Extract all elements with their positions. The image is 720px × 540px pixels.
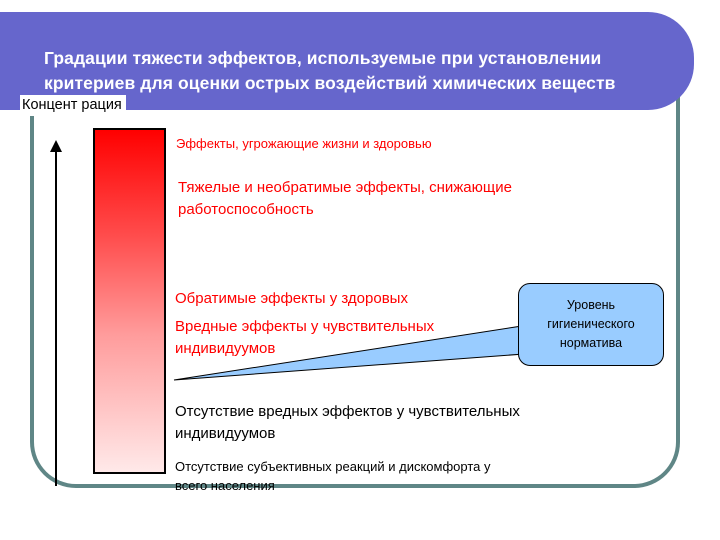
level-no-discomfort: Отсутствие субъективных реакций и дискомфорта у всего населения xyxy=(175,459,491,493)
level-life-threatening: Эффекты, угрожающие жизни и здоровью xyxy=(176,136,432,151)
level-severe-irreversible: Тяжелые и необратимые эффекты, снижающие работоспособность xyxy=(178,179,512,218)
axis-label: Концент рация xyxy=(20,95,126,116)
level-harmful-sensitive: Вредные эффекты у чувствительных индивидуумов xyxy=(175,318,435,357)
level-no-harm-sensitive: Отсутствие вредных эффектов у чувствительных индивидуумов xyxy=(175,403,520,442)
hygienic-standard-callout: Уровень гигиенического норматива xyxy=(518,283,664,366)
slide-title: Градации тяжести эффектов, используемые при установлении критериев для оценки острых воздействий химических веществ xyxy=(44,48,616,93)
level-reversible: Обратимые эффекты у здоровых xyxy=(175,290,408,307)
